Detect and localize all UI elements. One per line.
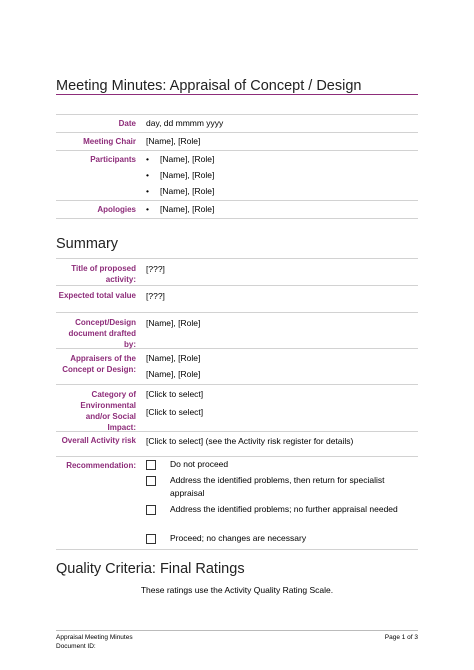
impact-category-values (146, 386, 418, 420)
footer-doc-id: Document ID: (56, 643, 96, 650)
quality-heading: Quality Criteria: Final Ratings (56, 561, 245, 577)
apologies-label: Apologies (97, 205, 136, 214)
document-drafter-value[interactable]: [Name], [Role] (146, 318, 201, 328)
apologies-list (146, 201, 418, 217)
recommendation-option[interactable]: Do not proceed (146, 458, 418, 472)
impact-select[interactable]: [Click to select] (146, 389, 204, 399)
bullet-icon: • (146, 154, 149, 164)
recommendation-option[interactable]: Address the identified problems, then return for specialist appraisal (146, 474, 418, 503)
summary-table (56, 258, 418, 550)
participants-row (56, 151, 418, 201)
recommendation-option[interactable]: Proceed; no changes are necessary (146, 532, 418, 546)
footer-doc-title: Appraisal Meeting Minutes (56, 634, 133, 641)
ratings-note: These ratings use the Activity Quality Rating Scale. (140, 585, 334, 595)
bullet-icon: • (146, 204, 149, 214)
activity-risk-value[interactable]: [Click to select] (see the Activity risk register for details) (146, 436, 354, 446)
checkbox-icon[interactable] (146, 505, 156, 515)
recommendation-row (56, 457, 418, 550)
recommendation-options (146, 458, 418, 546)
participant-item[interactable]: • [Name], [Role] (146, 151, 418, 167)
expected-value-value[interactable]: [???] (146, 291, 165, 301)
activity-risk-label: Overall Activity risk (61, 436, 136, 445)
appraisers-list (146, 350, 418, 382)
participant-item[interactable]: • [Name], [Role] (146, 183, 418, 199)
activity-risk-row (56, 432, 418, 457)
meeting-details-table (56, 114, 418, 219)
activity-title-row (56, 258, 418, 286)
apologies-row (56, 201, 418, 219)
expected-value-row (56, 286, 418, 313)
bullet-icon: • (146, 186, 149, 196)
participant-item[interactable]: • [Name], [Role] (146, 167, 418, 183)
checkbox-icon[interactable] (146, 534, 156, 544)
document-drafter-label: Concept/Design document drafted by: (68, 318, 136, 349)
footer-left (56, 633, 133, 651)
apology-item[interactable]: • [Name], [Role] (146, 201, 418, 217)
checkbox-icon[interactable] (146, 476, 156, 486)
chair-label: Meeting Chair (83, 137, 136, 146)
date-label: Date (118, 119, 136, 128)
impact-select[interactable]: [Click to select] (146, 407, 204, 417)
appraiser-item[interactable]: [Name], [Role] (146, 353, 201, 363)
participants-label: Participants (90, 155, 136, 164)
expected-value-label: Expected total value (58, 291, 136, 300)
footer-page-number: Page 1 of 3 (384, 634, 418, 641)
recommendation-option[interactable]: Address the identified problems; no further appraisal needed (146, 503, 418, 532)
appraisers-row (56, 349, 418, 385)
activity-title-label: Title of proposed activity: (71, 264, 136, 284)
appraiser-item[interactable]: [Name], [Role] (146, 369, 201, 379)
footer-divider (56, 630, 418, 631)
chair-value[interactable]: [Name], [Role] (146, 136, 201, 146)
participants-list (146, 151, 418, 199)
date-row (56, 114, 418, 133)
title-divider (56, 94, 418, 95)
impact-category-label: Category of Environmental and/or Social Impact: (80, 390, 136, 432)
document-drafter-row (56, 313, 418, 349)
page-title: Meeting Minutes: Appraisal of Concept / Design (56, 78, 362, 94)
bullet-icon: • (146, 170, 149, 180)
activity-title-value[interactable]: [???] (146, 264, 165, 274)
impact-category-row (56, 385, 418, 432)
date-value[interactable]: day, dd mmmm yyyy (146, 118, 224, 128)
chair-row (56, 133, 418, 151)
recommendation-label: Recommendation: (66, 461, 136, 470)
appraisers-label: Appraisers of the Concept or Design: (62, 354, 136, 374)
summary-heading: Summary (56, 236, 119, 252)
checkbox-icon[interactable] (146, 460, 156, 470)
